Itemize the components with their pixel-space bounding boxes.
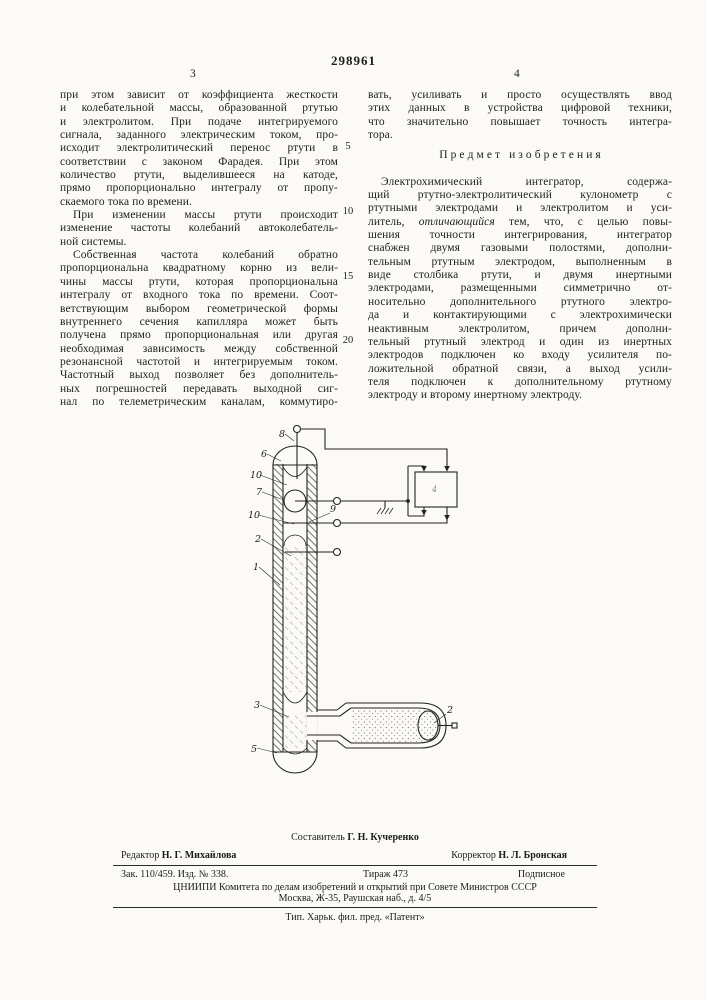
gutter-number: 15 <box>342 271 354 282</box>
text-line: чины массы ртути, которая пропорциональна <box>60 275 338 288</box>
terminal-8 <box>294 426 301 433</box>
column-left <box>60 89 338 409</box>
footer-rule <box>113 907 597 908</box>
text-line: внутреннего сечения капилляра может быть <box>60 315 338 328</box>
bottom-cap <box>273 748 317 773</box>
proofreader <box>451 850 567 862</box>
text-line: резонансной частотой и интегрируемым током. <box>60 355 338 368</box>
editor-row <box>113 850 597 864</box>
text-line: скаемого тока по времени. <box>60 195 192 208</box>
figure-label: 1 <box>253 562 260 573</box>
gutter-number: 10 <box>342 206 354 217</box>
text-line: изменение частоты колебаний автоколебатель- <box>60 222 338 235</box>
side-bulb <box>307 703 458 748</box>
footer-rule <box>113 865 597 866</box>
text-line: ложительной обратной связи, а выход усили- <box>368 362 672 375</box>
label-leader-line <box>285 434 294 441</box>
text-line: соответствии с законом Фарадея. При этом <box>60 155 338 168</box>
text-line: электродов подключен ко входу усилителя по- <box>368 349 672 362</box>
text-line: что значительно повышает точность интегра- <box>368 115 672 128</box>
text-line: виде столбика ртути, и двумя инертными <box>368 269 672 282</box>
patent-number: 298961 <box>331 53 376 68</box>
text-line: носительно дополнительного ртутного электро- <box>368 295 672 308</box>
text-line: нал по телеметрическим каналам, коммутиро- <box>60 395 338 408</box>
address-line: Москва, Ж-35, Раушская наб., д. 4/5 <box>278 893 432 904</box>
figure-label: 4 <box>432 485 438 494</box>
figure-label: 2 <box>255 534 262 545</box>
figure-label: 5 <box>251 744 258 755</box>
organization-line: ЦНИИПИ Комитета по делам изобретений и открытий при Совете Министров СССР <box>173 881 537 893</box>
figure-label: 8 <box>279 429 286 440</box>
compiler-label: Составитель <box>291 832 345 843</box>
ground-symbol <box>377 501 393 514</box>
circulation: Тираж 473 <box>363 869 409 880</box>
column-right-bottom <box>368 176 672 403</box>
subscription: Подписное <box>517 869 565 880</box>
terminal-9 <box>334 520 341 527</box>
text-line: и электролитом. При подаче интегрируемого <box>60 115 338 128</box>
column-right <box>368 89 672 403</box>
text-line: Частотный выход позволяет без дополнитель- <box>60 369 338 382</box>
text-line: снабжен двумя газовыми полостями, дополни- <box>368 242 672 255</box>
text-line: да и контактирующими с электрохимически <box>368 309 672 322</box>
gutter-number: 5 <box>345 141 351 152</box>
text-line: теля подключен к дополнительному ртутному <box>368 375 672 388</box>
text-line: и колебательной массы, образованной ртутью <box>60 102 338 115</box>
figure-label: 2 <box>447 705 454 716</box>
text-line: интегралу от входного тока по времени. Соот- <box>60 289 338 302</box>
text-line: при этом зависит от коэффициента жесткости <box>60 89 338 101</box>
text-line: щий ртутно-электролитический кулонометр с <box>368 189 672 202</box>
text-line: исходит электролитический перенос ртути в <box>60 142 338 155</box>
text-line: литель, отличающийся тем, что, с целью повы- <box>368 215 673 228</box>
editor-label: Редактор <box>121 849 160 861</box>
text-line: шения точности интегрирования, интегратор <box>368 229 672 242</box>
text-line: вать, усиливать и просто осуществлять ввод <box>368 89 672 101</box>
text-line: ветствующим выбором геометрической формы <box>60 302 338 315</box>
figure-label: 7 <box>256 487 263 498</box>
text-line: этих данных в устройства цифровой техники, <box>368 102 672 115</box>
figure-label: 6 <box>261 449 268 460</box>
figure-label: 9 <box>330 504 337 515</box>
printer-line: Тип. Харьк. фил. пред. «Патент» <box>285 911 425 923</box>
text-line: пропорциональна квадратному корню из вели- <box>60 262 338 275</box>
text-line: тельный ртутный электрод и один из инертных <box>368 335 672 348</box>
compiler-line <box>113 832 597 844</box>
terminal-2 <box>334 549 341 556</box>
editor-name: Н. Г. Михайлова <box>161 849 237 861</box>
text-line: количество ртути, выделившееся на катоде, <box>60 169 338 182</box>
imprint-footer <box>113 832 597 923</box>
proofreader-label: Корректор <box>451 849 496 861</box>
figure-label: 10 <box>250 470 263 481</box>
text-line: неактивным электролитом, причем дополни- <box>368 322 672 335</box>
figure-label: 3 <box>254 700 261 711</box>
gutter-number: 20 <box>342 335 354 346</box>
text-line: сигнала, заданного электрическим током, про- <box>60 129 338 142</box>
figure-label: 10 <box>248 510 261 521</box>
page-number-right: 4 <box>514 68 520 80</box>
text-line: тельным ртутным электродом, выполненным в <box>368 255 672 268</box>
text-line: Собственная частота колебаний обратно <box>73 249 338 262</box>
text-line: электроду и второму инертному электроду. <box>368 389 583 402</box>
print-info-row <box>113 869 597 882</box>
text-line: ных погрешностей передавать выходной сиг- <box>60 382 338 395</box>
text-line: тора. <box>368 129 393 142</box>
column-right-top <box>368 89 672 142</box>
section-heading: П р е д м е т и з о б р е т е н и я <box>439 149 601 162</box>
text-line: необходимая зависимость между собственной <box>60 342 338 355</box>
text-line: получена прямо пропорциональная или другая <box>60 329 338 342</box>
text-line: При изменении массы ртути происходит <box>73 209 338 222</box>
text-line: Электрохимический интегратор, содержа- <box>381 175 672 188</box>
text-line: электродами, размещенными симметрично от- <box>368 282 672 295</box>
editor <box>121 850 236 862</box>
order-info: Зак. 110/459. Изд. № 338. <box>121 869 229 880</box>
text-line: прямо пропорционально интегралу от пропу- <box>60 182 338 195</box>
compiler-name: Г. Н. Кучеренко <box>347 832 419 843</box>
figure-drawing <box>240 418 470 790</box>
text-line: ртутными электродами и электролитом и уси- <box>368 202 672 215</box>
proofreader-name: Н. Л. Бронская <box>498 849 567 861</box>
patent-figure <box>240 418 470 790</box>
page-number-left: 3 <box>190 68 196 80</box>
text-line: ной системы. <box>60 235 127 248</box>
bulb-terminal <box>452 723 457 728</box>
